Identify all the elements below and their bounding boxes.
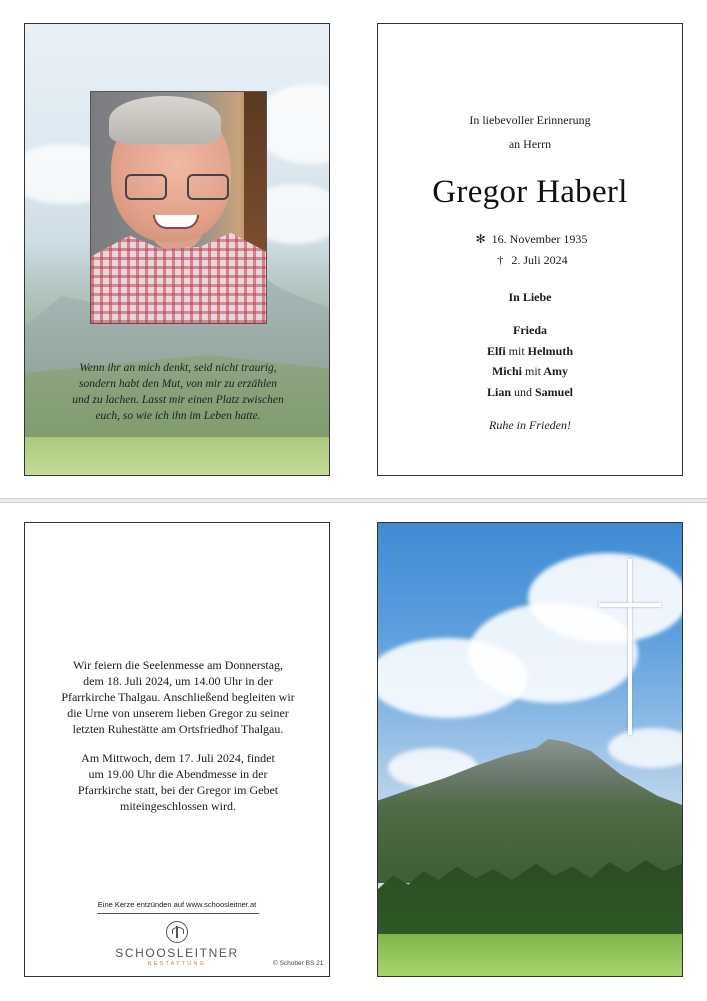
brand-subtitle: BESTATTUNG: [147, 961, 207, 967]
deceased-name: Gregor Haberl: [432, 174, 628, 210]
service-info-panel: [24, 522, 330, 977]
family-line-1: Frieda: [513, 323, 547, 337]
intro-text: In liebevoller Erinnerung: [469, 113, 591, 127]
photo-quote-panel: [24, 23, 330, 476]
landscape-cross-panel: [377, 522, 683, 977]
love-heading: In Liebe: [508, 290, 552, 304]
death-line: [378, 253, 682, 268]
rose-logo-icon: [166, 921, 188, 943]
candle-link[interactable]: Eine Kerze entzünden auf www.schoosleitner.at: [97, 900, 257, 909]
glasses: [125, 174, 167, 200]
mass-paragraph: Wir feiern die Seelenmesse am Donnerstag, dem 18. Juli 2024, um 14.00 Uhr in der Pfarrkirche Thalgau. Anschließend begleiten wir die Urne von unserem lieben Gregor zu seiner letzten Ruhestätte am Ortsfriedhof Thalgau.: [61, 658, 295, 736]
memorial-quote: Wenn ihr an mich denkt, seid nicht traurig, sondern habt den Mut, von mir zu erzählen und zu lachen. Lasst mir einen Platz zwischen euch, so wie ich ihn im Leben hatte.: [72, 362, 284, 422]
portrait-photo: [90, 91, 267, 324]
salutation-text: an Herrn: [508, 137, 552, 151]
birth-star-icon: ✻: [475, 232, 486, 246]
divider: [97, 913, 259, 914]
brand-name: SCHOOSLEITNER: [115, 946, 239, 960]
birth-date: 16. November 1935: [491, 232, 588, 246]
death-cross-icon: †: [497, 253, 504, 267]
family-line-2: Elfi mit Helmuth: [486, 344, 574, 358]
cross-icon: [628, 559, 632, 735]
meadow: [25, 437, 329, 475]
death-date: 2. Juli 2024: [511, 253, 568, 267]
hair: [109, 96, 221, 144]
meadow: [378, 934, 682, 976]
copyright-note: © Schober BS 21: [273, 960, 324, 967]
smile: [153, 215, 199, 229]
closing-text: Ruhe in Frieden!: [489, 418, 571, 432]
evening-mass-paragraph: Am Mittwoch, dem 17. Juli 2024, findet um 19.00 Uhr die Abendmesse in der Pfarrkirche statt, bei der Gregor im Gebet miteingeschlossen wird.: [77, 751, 279, 813]
family-line-4: Lian und Samuel: [486, 385, 574, 399]
birth-line: [378, 232, 682, 247]
family-line-3: Michi mit Amy: [491, 364, 569, 378]
name-panel: [377, 23, 683, 476]
